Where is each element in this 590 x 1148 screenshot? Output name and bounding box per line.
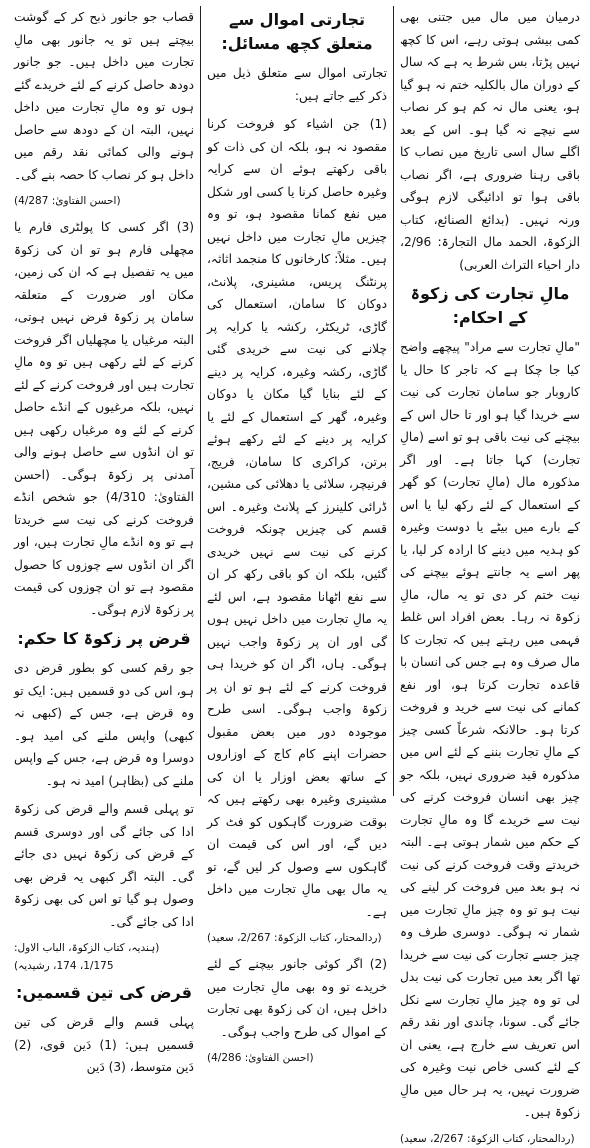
text-block: [14, 6, 194, 186]
text-block: [14, 216, 194, 621]
body-paragraph: (2) اگر کوئی جانور بیچنے کے لئے خریدے تو وہ بھی مالِ تجارت میں داخل ہیں، ان کی زکوۃ بھی تجارت کے اموال کی طرح واجب ہوگی۔: [207, 957, 387, 1039]
body-paragraph: پہلی قسم والے قرض کی تین قسمیں ہیں: (1) دَین قوی، (2) دَین متوسط، (3) دَین: [14, 1015, 195, 1074]
text-block: [207, 929, 387, 947]
section-heading: مالِ تجارت کی زکوۃ کے احکام:: [410, 284, 570, 327]
citation-reference: (ردالمحتار، کتاب الزکوۃ: 2/267، سعید): [207, 932, 382, 944]
body-paragraph: جو رقم کسی کو بطور قرض دی ہو، اس کی دو قسمیں ہیں: ایک تو وہ قرض ہے، جس کے (کبھی نہ کبھی) واپس ملنے کی امید ہو۔ دوسرا وہ قرض ہے، جس کے واپس ملنے کی (بظاہر) امید نہ ہو۔: [14, 661, 194, 788]
column-divider: [393, 6, 394, 796]
column-right: [396, 6, 584, 1145]
citation-reference: (احسن الفتاویٰ: 4/287): [14, 195, 121, 207]
text-block: [207, 953, 387, 1043]
body-paragraph: درمیان میں مال میں جتنی بھی کمی بیشی ہوتی رہے، اس کا کچھ نہیں پڑتا، بس شرط یہ ہے کہ سال کے دوران مال بالکلیہ ختم نہ ہو گیا ہو، یعنی مال نہ کم ہو کر نصاب سے نیچے نہ گیا ہو۔ اس کے بعد اگلے سال اسی تاریخ میں نصاب کا باقی رہنا ضروری ہے، اگر نصاب باقی ہوا تو ادائیگی لازم ہوگی ورنہ نہیں۔ (بدائع الصنائع، کتاب الزکوۃ، الحمد مال التجارۃ: 2/96، دار احیاء التراث العربی): [400, 10, 580, 272]
column-middle: [203, 6, 391, 1064]
body-paragraph: تجارتی اموال سے متعلق ذیل میں ذکر کیے جاتے ہیں:: [207, 66, 387, 103]
text-block: [14, 981, 194, 1005]
body-paragraph: قصاب جو جانور ذبح کر کے گوشت بیچتے ہیں تو یہ جانور بھی مالِ تجارت میں داخل ہیں۔ جو جانور دودھ حاصل کرنے کے لئے خریدے گئے ہوں تو وہ مالِ تجارت میں داخل نہیں، البتہ ان کے دودھ سے حاصل ہونے والی کمائی نقد رقم میں داخل ہو کر نصاب کا حصہ بنے گی۔: [14, 10, 194, 182]
text-block: [400, 1130, 580, 1148]
column-divider: [200, 6, 201, 796]
text-block: [14, 627, 194, 651]
text-block: [14, 798, 194, 933]
text-block: [14, 1011, 194, 1079]
column-left: [10, 6, 198, 1074]
citation-reference: (ردالمحتار، کتاب الزکوۃ: 2/267، سعید): [400, 1132, 575, 1145]
body-paragraph: "مالِ تجارت سے مراد" پیچھے واضح کیا جا چکا ہے کہ تاجر کا حال یا کاروبار جو سامان تجارت کی نیت سے خریدا گیا ہو اور تا حال اس کے بیچنے کی نیت باقی ہو تو اسے (مالِ تجارت) کہا جاتا ہے۔ اور اگر مذکورہ مال (مالِ تجارت) کو گھر کے استعمال کے لئے رکھ لیا یا اس کے بارے میں بیٹے یا دوست وغیرہ کو ہدیہ میں دینے کا ارادہ کر لیا، یا پھر اسے یہ جانتے ہوئے بیچنے کی نیت ختم کر دی تو یہ مال، مالِ زکوۃ نہ رہا۔ بعض افراد اس غلط فہمی میں رہتے ہیں کہ تجارت کا مال صرف وہ ہے جس کی انسان با قاعدہ تجارت کرتا ہو، اور نفع کمانے کی نیت سے خرید و فروخت کرتا ہو۔ حالانکہ شرعاً کسی چیز کے مالِ تجارت بننے کے لئے اس میں مذکورہ قید ضروری نہیں، بلکہ جو چیز بھی انسان فروخت کرنے کی نیت سے خریدے گا وہ مالِ تجارت کے حکم میں شمار ہوتی ہے۔ البتہ خریدتے وقت فروخت کرنے کی نیت نہ ہو بعد میں فروخت کر لینے کی نیت ہو تو وہ چیز مالِ تجارت میں شمار نہ ہوگی۔ دوسری طرف وہ چیز جسے تجارت کی نیت سے خریدا تھا اگر بعد میں تجارت کی نیت بدل لی تو وہ چیز مالِ تجارت سے نکل جائے گی۔ سونا، چاندی اور نقد رقم اس تعریف سے خارج ہے، یعنی ان کے لئے کسی خاص نیت وغیرہ کی ضرورت نہیں، یہ ہر حال میں مالِ زکوۃ ہیں۔: [400, 340, 580, 1119]
text-block: [207, 8, 387, 56]
text-block: [14, 657, 194, 792]
body-paragraph: (3) اگر کسی کا پولٹری فارم یا مچھلی فارم ہو تو ان کی زکوۃ میں یہ تفصیل ہے کہ ان کی زمین، مکان اور ضرورت کے متعلقہ سامان پر زکوۃ فرض نہیں ہوتی، البتہ مرغیاں یا مچھلیاں اگر فروخت کرنے کے لئے رکھی ہیں تو وہ مالِ تجارت ہیں اور فروخت کرنے کے لئے نہیں، بلکہ مرغیوں کے انڈے حاصل کرنے کے لئے وہ مرغیاں رکھی ہیں تو ان انڈوں سے حاصل ہونے والی آمدنی پر زکوۃ ہوگی۔ (احسن الفتاویٰ: 4/310) جو شخص انڈے فروخت کرنے کی نیت سے خریدتا ہے تو وہ انڈے مالِ تجارت ہیں، اور اگر ان انڈوں سے چوزوں کا حصول مقصود ہے تو ان چوزوں کی قیمت پر زکوۃ لازم ہوگی۔: [14, 220, 194, 617]
section-heading: تجارتی اموال سے متعلق کچھ مسائل:: [221, 10, 373, 53]
body-paragraph: (1) جن اشیاء کو فروخت کرنا مقصود نہ ہو، بلکہ ان کی ذات کو باقی رکھتے ہوئے ان سے کرایہ وغیرہ حاصل کرنا یا کسی اور شکل میں نفع کمانا مقصود ہو، تو وہ چیزیں مالِ تجارت میں داخل نہیں ہیں۔ مثلاً: کارخانوں کا منجمد اثاثہ، پرنٹنگ پریس، مشینری، پلانٹ، دوکان کا سامان، استعمال کی گاڑی، ٹریکٹر، رکشہ یا کرایہ پر چلانے کی نیت سے خریدی گئی گاڑی، رکشہ وغیرہ، کرایہ پر دینے کے لئے بنایا گیا مکان یا دوکان وغیرہ، گھر کے استعمال کے لئے یا کرایہ پر دینے کے لئے رکھے ہوئے برتن، کراکری کا سامان، فریج، فرنیچر، سلائی یا دھلائی کی مشین، ڈرائی کلینرز کے پلانٹ وغیرہ۔ اس قسم کی چیزیں چونکہ فروخت کرنے کی نیت سے نہیں خریدی گئیں، بلکہ ان کو باقی رکھ کر ان سے نفع اٹھانا مقصود ہے، اس لئے یہ مالِ تجارت میں داخل نہیں ہوں گی اور ان پر زکوۃ واجب نہیں ہوگی۔ ہاں، اگر ان کو خریدا ہی فروخت کرنے کے لئے ہو تو ان پر زکوۃ واجب ہوگی۔ اسی طرح موجودہ دور میں بعض مقبول حضرات اپنے کام کاج کے اوزاروں کے ساتھ بعض اوزار یا ان کی مشینری وغیرہ بھی رکھتے ہیں کہ بوقت ضرورت گاہکوں کو فٹ کر دیں گے، اور اس کی قیمت ان گاہکوں سے وصول کر لیں گے، تو یہ مال بھی مالِ تجارت میں داخل ہے۔: [207, 117, 387, 919]
text-block: [207, 62, 387, 107]
text-block: [207, 1049, 387, 1067]
citation-reference: (ہندیہ، کتاب الزکوۃ، الباب الاول: 1/175، 174، رشیدیہ): [14, 942, 160, 972]
columns: [6, 6, 584, 1145]
text-block: [14, 192, 194, 210]
text-block: [14, 939, 194, 975]
text-block: [400, 282, 580, 330]
text-block: [400, 336, 580, 1124]
body-paragraph: تو پہلی قسم والے قرض کی زکوۃ ادا کی جائے گی اور دوسری قسم کے قرض کی زکوۃ نہیں دی جائے گی۔ البتہ اگر کبھی یہ قرض بھی وصول ہو گیا تو اس کی بھی زکوۃ ادا کی جائے گی۔: [14, 802, 194, 929]
text-block: [400, 6, 580, 276]
section-heading: قرض کی تین قسمیں:: [16, 983, 192, 1002]
text-block: [207, 113, 387, 923]
section-heading: قرض پر زکوۃ کا حکم:: [17, 629, 191, 648]
citation-reference: (احسن الفتاویٰ: 4/286): [207, 1052, 314, 1064]
